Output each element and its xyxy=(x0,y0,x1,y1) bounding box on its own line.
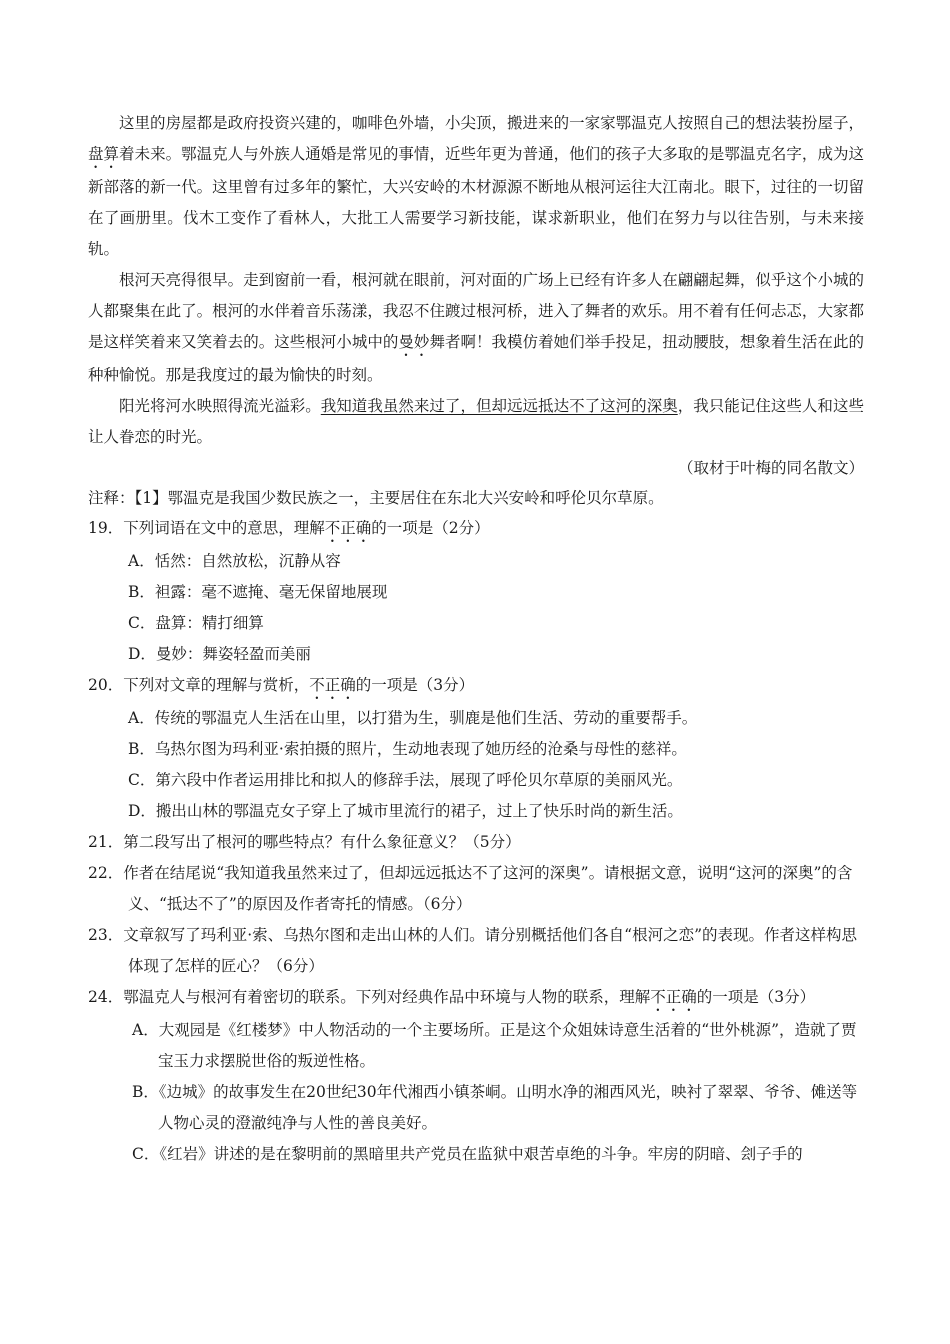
option-19-d: D．曼妙：舞姿轻盈而美丽 xyxy=(128,645,311,663)
option-19-c: C．盘算：精打细算 xyxy=(128,614,264,632)
option-24-b: B．《边城》的故事发生在20世纪30年代湘西小镇茶峒。山明水净的湘西风光，映衬了翠翠、爷爷、傩送等人物心灵的澄澈纯净与人性的善良美好。 xyxy=(132,1083,858,1132)
question-22: 22．作者在结尾说“我知道我虽然来过了，但却远远抵达不了这河的深奥”。请根据文意，说明“这河的深奥”的含义、“抵达不了”的原因及作者寄托的情感。（6分） xyxy=(88,864,853,913)
source-citation: （取材于叶梅的同名散文） xyxy=(677,459,864,477)
question-24 xyxy=(88,982,864,1015)
text: 的一项是（2分） xyxy=(371,519,490,537)
passage-paragraph-2 xyxy=(88,265,864,391)
option-24-a: A．大观园是《红楼梦》中人物活动的一个主要场所。正是这个众姐妹诗意生活着的“世外桃源”，造就了贾宝玉力求摆脱世俗的叛逆性格。 xyxy=(132,1021,857,1070)
text: 19．下列词语在文中的意思，理解 xyxy=(88,519,325,537)
question-20 xyxy=(88,670,864,703)
question-19 xyxy=(88,513,864,546)
emphasized-word: 不正确 xyxy=(309,676,356,694)
text: 24．鄂温克人与根河有着密切的联系。下列对经典作品中环境与人物的联系，理解 xyxy=(88,988,651,1006)
footnote: 注释：【1】鄂温克是我国少数民族之一，主要居住在东北大兴安岭和呼伦贝尔草原。 xyxy=(88,489,664,507)
question-21: 21．第二段写出了根河的哪些特点？有什么象征意义？（5分） xyxy=(88,833,521,851)
text: 舞者啊！我模仿着她们举手投足，扭动腰肢，想象着生活在此的种种愉悦。那是我度过的最为愉快的时刻。 xyxy=(88,333,864,384)
option-19-a: A．恬然：自然放松，沉静从容 xyxy=(128,552,341,570)
passage-paragraph-1 xyxy=(88,108,864,265)
option-20-d: D．搬出山林的鄂温克女子穿上了城市里流行的裙子，过上了快乐时尚的新生活。 xyxy=(128,802,683,820)
option-24-c: C．《红岩》讲述的是在黎明前的黑暗里共产党员在监狱中艰苦卓绝的斗争。牢房的阴暗、刽子手的 xyxy=(132,1145,803,1163)
text: 的一项是（3分） xyxy=(696,988,816,1006)
emphasized-word: 曼妙 xyxy=(398,333,430,351)
text: 这里的房屋都是政府投资兴建的，咖啡色外墙，小尖顶，搬进来的一家家鄂温克人按照自己的想法装扮屋子， xyxy=(119,114,864,132)
text: 的一项是（3分） xyxy=(355,676,475,694)
underlined-sentence: 我知道我虽然来过了，但却远远抵达不了这河的深奥 xyxy=(320,397,678,415)
exam-page xyxy=(88,108,864,1170)
option-19-b: B．袒露：毫不遮掩、毫无保留地展现 xyxy=(128,583,388,601)
option-20-a: A．传统的鄂温克人生活在山里，以打猎为生，驯鹿是他们生活、劳动的重要帮手。 xyxy=(128,709,698,727)
passage-paragraph-3 xyxy=(88,391,864,453)
question-23: 23．文章叙写了玛利亚·索、乌热尔图和走出山林的人们。请分别概括他们各自“根河之恋”的表现。作者这样构思体现了怎样的匠心？（6分） xyxy=(88,926,858,975)
emphasized-word: 盘算 xyxy=(88,145,120,163)
option-20-c: C．第六段中作者运用排比和拟人的修辞手法，展现了呼伦贝尔草原的美丽风光。 xyxy=(128,771,683,789)
text: 根河天亮得很早。走到窗前一看，根河就在眼前，河对面的广场上已经有许多人在翩翩起舞，似乎这个小城的人都聚集在此了。根河的水伴着音乐荡漾，我忍不住踱过根河桥，进入了舞者的欢乐。用不着有任何忐忑，大家都是这样笑着来又笑着去的。这些根河小城中的 xyxy=(88,271,864,351)
emphasized-word: 不正确 xyxy=(324,519,372,537)
emphasized-word: 不正确 xyxy=(650,988,697,1006)
text: 阳光将河水映照得流光溢彩。 xyxy=(119,397,321,415)
text: 20．下列对文章的理解与赏析， xyxy=(88,676,310,694)
text: 着未来。鄂温克人与外族人通婚是常见的事情，近些年更为普通，他们的孩子大多取的是鄂温克名字，成为这新部落的新一代。这里曾有过多年的繁忙，大兴安岭的木材源源不断地从根河运往大江南北。眼下，过往的一切留在了画册里。伐木工变作了看林人，大批工人需要学习新技能，谋求新职业，他们在努力与以往告别，与未来接轨。 xyxy=(88,145,864,258)
text: ，我只能记住这些人和这些让人眷恋的时光。 xyxy=(88,397,864,446)
option-20-b: B．乌热尔图为玛利亚·索拍摄的照片，生动地表现了她历经的沧桑与母性的慈祥。 xyxy=(128,740,687,758)
